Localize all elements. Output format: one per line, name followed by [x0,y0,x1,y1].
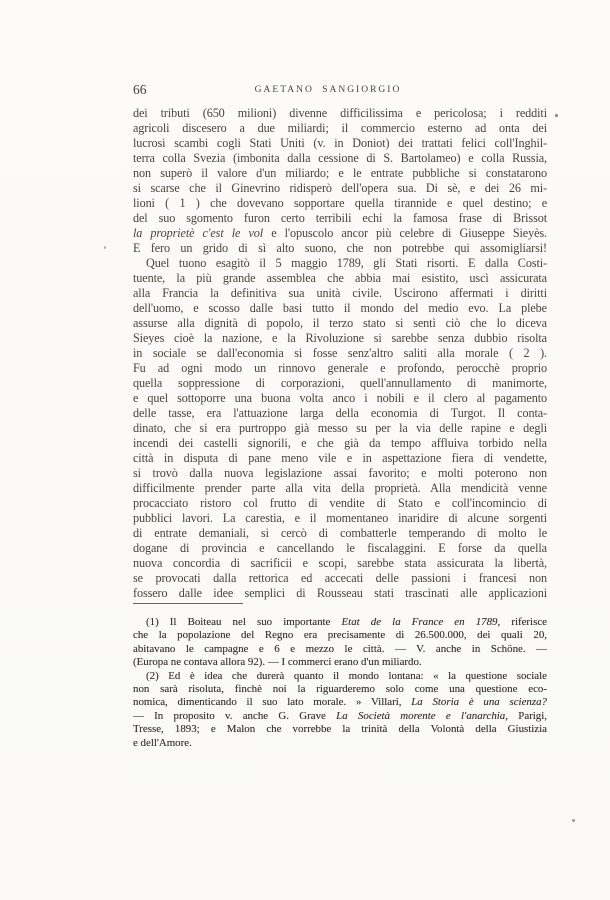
text-line [133,710,547,723]
italic-text-segment: La Storia è una scienza? [411,696,547,709]
text-segment: Tresse, 1893; e Malon che vorrebbe la trinità della Volontà della Giustizia [133,723,547,736]
text-line [133,376,547,391]
text-segment: abitavano le campagne e 6 e mezzo le città. — V. anche in Schöne. — [133,642,547,655]
text-segment: non sarà risoluta, finchè noi la riguarderemo solo come una questione eco- [133,682,547,695]
text-line [133,286,547,301]
text-line [133,571,547,586]
text-line [133,696,547,709]
text-segment: si scarse che il Ginevrino ridisperò dell'opera sua. Di sè, e dei 26 mi- [133,181,547,195]
text-segment: dinato, che si era purtroppo già messo su per la via delle rapine e degli [133,421,547,435]
body-text [133,106,547,601]
text-line [133,226,547,241]
page-header [133,82,547,98]
scan-speck [555,114,558,117]
text-segment: incendi dei castelli signorili, e che già da tempo affluiva torbido nella [133,436,547,450]
text-line [133,586,547,601]
text-segment: Sieyes cioè la nazione, e la Rivoluzione si sarebbe senza dubbio risolta [133,331,547,345]
text-line [133,136,547,151]
text-line [133,391,547,406]
text-segment: (1) Il Boiteau nel suo importante [146,616,342,628]
text-line [133,511,547,526]
text-segment: di entrate demaniali, si cercò di combatterle temperando di molto le [133,526,547,540]
text-line [133,181,547,196]
text-segment: e dell'Amore. [133,736,192,749]
text-segment: non superò il valore d'un miliardo; e le entrate pubbliche si constatarono [133,166,547,180]
scan-speck [104,246,106,249]
text-segment: Fu ad ogni modo un rinnovo generale e profondo, perocchè proprio [133,361,547,375]
text-segment: se provocati dalla rettorica ed accecati delle passioni i francesi non [133,571,547,585]
text-line [133,436,547,451]
text-line [133,421,547,436]
text-segment: quella soppressione di corporazioni, quell'annullamento di manimorte, [133,376,547,390]
text-line [133,526,547,541]
text-segment: alla Francia la definitiva sua unità civile. Uscirono affermati i diritti [133,286,547,300]
text-line [133,643,547,656]
text-line [133,556,547,571]
text-line [133,616,547,629]
text-line [133,683,547,696]
text-segment: e quel sottoporre una buona volta anco i nobili e il clero al pagamento [133,391,547,405]
text-line [133,121,547,136]
text-segment: (2) Ed è idea che durerà quanto il mondo lontana: « la questione sociale [146,669,547,682]
text-segment: pubblici lavori. La carestia, e il momentaneo inaridire di alcune sorgenti [133,511,547,525]
text-line [133,406,547,421]
text-segment: (Europa ne contava allora 92). — I commerci erano d'un miliardo. [133,656,422,669]
italic-text-segment: la proprietè c'est le vol [133,226,264,240]
text-line [133,211,547,226]
text-segment: che la popolazione del Regno era precisamente di 26.500.000, dei quali 20, [133,629,547,642]
text-segment: delle tasse, era l'attuazione larga della economia di Turgot. Il conta- [133,406,547,420]
text-segment: si trovò dalla nuova legislazione assai favorito; e molti poterono non [133,466,547,480]
text-line [133,256,547,271]
text-line [133,481,547,496]
text-line [133,361,547,376]
text-segment: — In proposito v. anche G. Grave [133,709,337,722]
text-line [133,629,547,642]
text-segment: procacciato ristoro col frutto di vendite di Stato e coll'incomincio di [133,496,547,510]
text-segment: Quel tuono esagitò il 5 maggio 1789, gli Stati risorti. E dalla Costi- [146,256,547,270]
text-segment: lucrosi scambi cogli Stati Uniti (v. in Doniot) dei trattati felici coll'Inghil- [133,136,547,150]
text-line [133,151,547,166]
text-line [133,723,547,736]
text-line [133,466,547,481]
text-segment: in sociale se dall'economia si fosse senz'altro saliti alla morale ( 2 ). [133,346,547,360]
text-segment: agricoli discesero a due miliardi; il commercio esterno ad onta dei [133,121,547,135]
italic-text-segment: La Società morente e l'anarchia [336,709,506,722]
scan-speck [572,819,575,822]
text-line [133,656,547,669]
text-line [133,316,547,331]
italic-text-segment: Etat de la France en 1789 [341,616,498,628]
text-segment: e l'opuscolo ancor più celebre di Giuseppe Sieyès. [263,226,547,240]
text-segment: fossero dalle idee semplici di Rousseau stati trascinati alle applicazioni [133,586,547,600]
running-header: GAETANO SANGIORGIO [254,85,402,95]
text-segment: dogane di provincia e cancellando le fiscalaggini. E forse da quella [133,541,547,555]
footnotes [133,616,547,750]
text-segment: assurse alla dignità di popolo, il terzo stato si sentì ciò che lo diceva [133,316,547,330]
text-line [133,346,547,361]
text-line [133,496,547,511]
text-line [133,737,547,750]
footnote-separator [133,603,243,604]
text-segment: lioni ( 1 ) che dovevano sopportare quella tirannide e quel destino; e [133,196,547,210]
text-line [133,331,547,346]
page-number: 66 [133,82,147,97]
text-segment: E fero un grido di sì alto suono, che non potrebbe qui assomigliarsi! [133,241,547,255]
text-segment: nomica, dimenticando il suo lato morale. » Villari, [133,696,412,709]
text-segment: dell'uomo, e scosso dalle basi tutto il mondo del medio evo. La plebe [133,301,547,315]
text-segment: nuova concordia di sacrificii e scopi, sarebbe stata assicurata la libertà, [133,556,547,570]
text-segment: tuente, la più grande assemblea che abbia mai esistito, uscì assicurata [133,271,547,285]
text-segment: , riferisce [497,616,547,628]
text-segment: difficilmente prender parte alla vita della proprietà. Alla mendicità venne [133,481,547,495]
text-segment: terra colla Svezia (imbonita dalla cessione di S. Bartolameo) e colla Russia, [133,151,547,165]
text-line [133,196,547,211]
text-line [133,106,547,121]
text-line [133,241,547,256]
text-line [133,451,547,466]
text-line [133,301,547,316]
text-segment: città in disputa di pane meno vile e in aspettazione fiera di vendette, [133,451,547,465]
text-line [133,670,547,683]
text-line [133,541,547,556]
text-segment: , Parigi, [505,709,547,722]
text-line [133,271,547,286]
text-line [133,166,547,181]
text-segment: del suo sgomento furon certo terribili echi la famosa frase di Brissot [133,211,547,225]
text-segment: dei tributi (650 milioni) divenne difficilissima e pericolosa; i redditi [133,106,547,120]
